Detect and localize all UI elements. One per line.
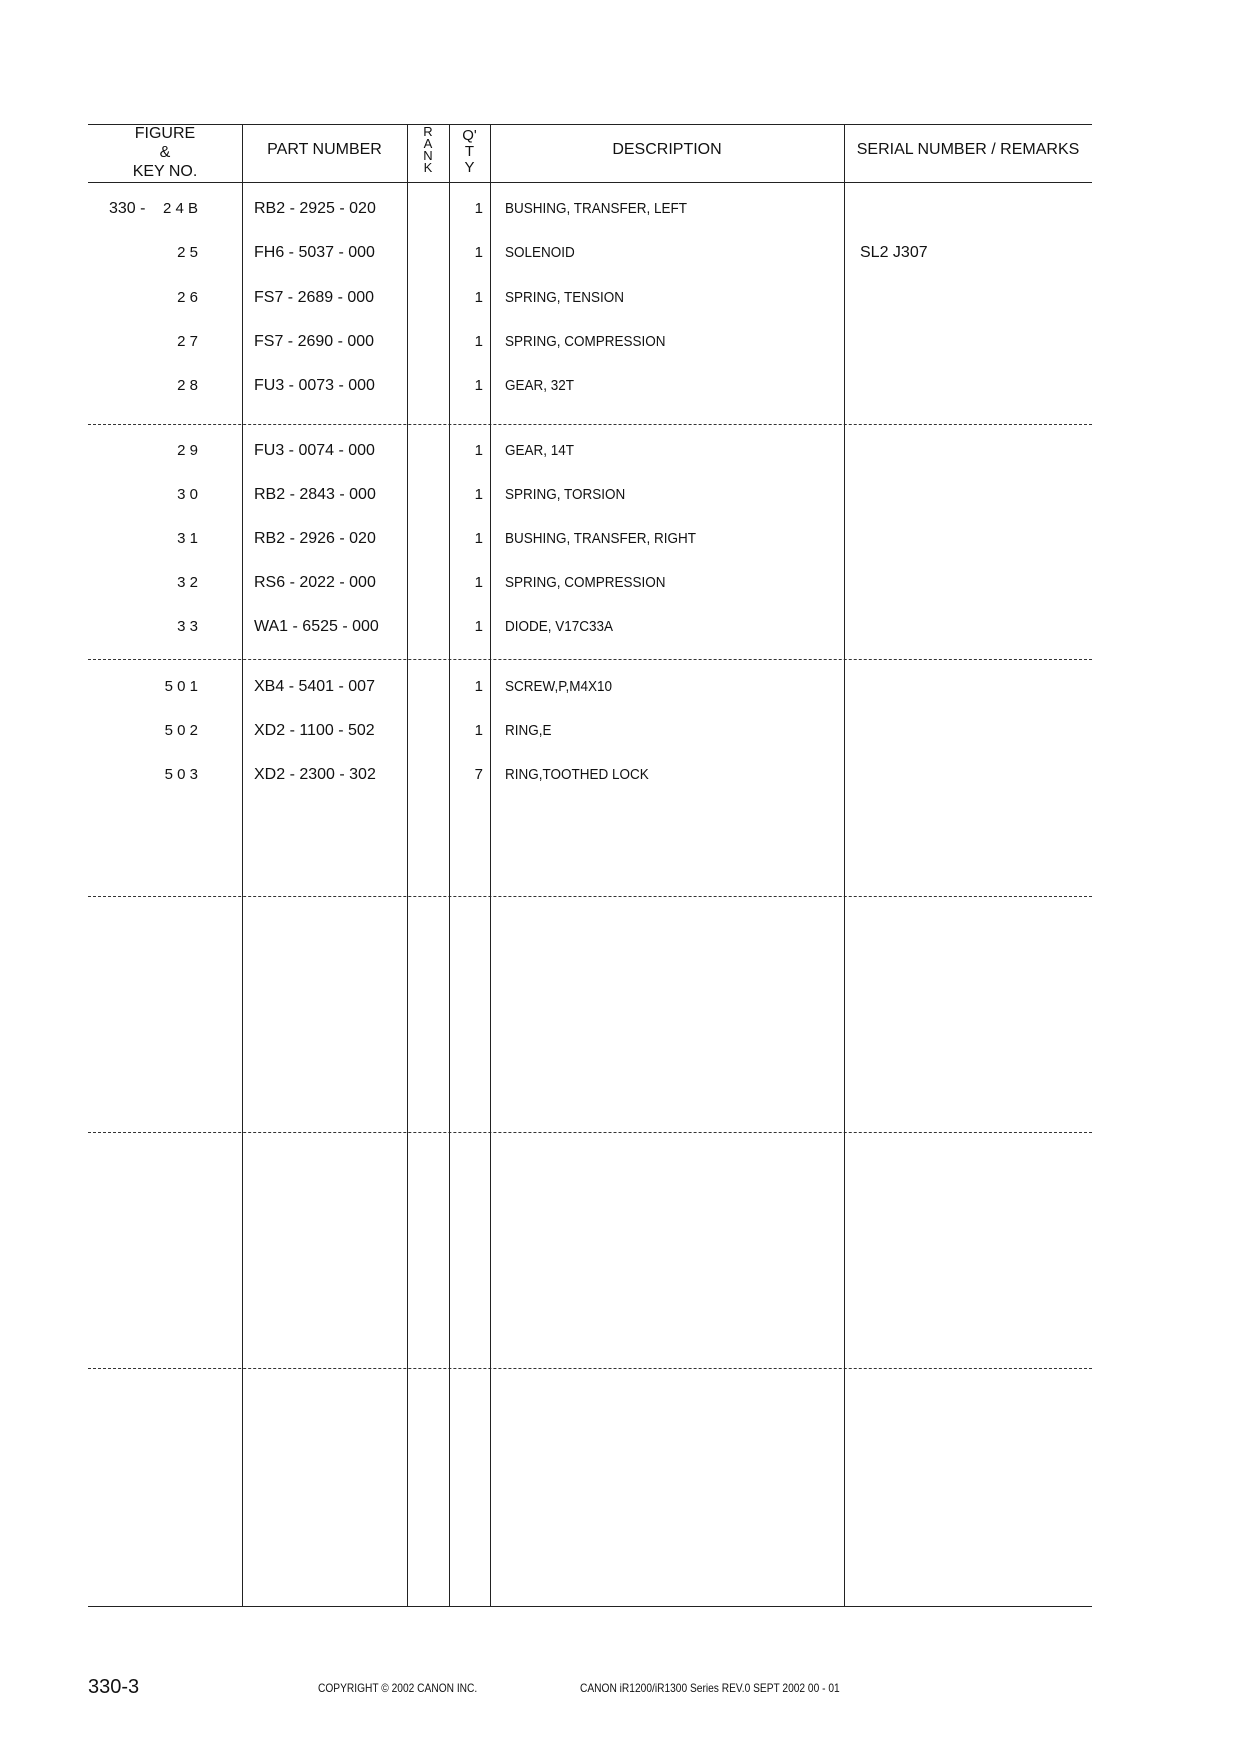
page-number: 330-3	[88, 1676, 140, 1698]
quantity: 1	[474, 244, 483, 261]
key-number: 2 6	[177, 289, 198, 306]
column-divider	[407, 124, 408, 1607]
quantity: 1	[474, 678, 483, 695]
header-part-number: PART NUMBER	[267, 141, 382, 158]
description: SPRING, TORSION	[505, 486, 626, 503]
quantity: 1	[474, 530, 483, 547]
quantity: 1	[474, 618, 483, 635]
key-number: 2 4 B	[162, 200, 198, 217]
group-separator	[88, 896, 1092, 897]
description: BUSHING, TRANSFER, RIGHT	[505, 530, 697, 547]
header-figure-line2: &	[159, 144, 171, 161]
header-qty-letter: Q'	[462, 127, 477, 144]
description: DIODE, V17C33A	[505, 618, 614, 635]
header-qty-letter: Y	[464, 159, 475, 176]
key-number: 3 3	[177, 618, 198, 635]
part-number: RB2 - 2925 - 020	[254, 200, 376, 217]
part-number: XD2 - 1100 - 502	[254, 722, 375, 739]
header-rank	[407, 126, 449, 174]
header-qty	[449, 128, 490, 176]
remarks: SL2 J307	[860, 244, 928, 261]
figure-number: 330 -	[109, 200, 146, 217]
quantity: 1	[474, 333, 483, 350]
key-number: 5 0 3	[164, 766, 198, 783]
part-number: RS6 - 2022 - 000	[254, 574, 376, 591]
header-rank-letter: A	[423, 136, 433, 151]
copyright-notice: COPYRIGHT © 2002 CANON INC.	[318, 1681, 478, 1695]
key-number: 3 1	[177, 530, 198, 547]
part-number: XB4 - 5401 - 007	[254, 678, 375, 695]
quantity: 1	[474, 486, 483, 503]
part-number: XD2 - 2300 - 302	[254, 766, 376, 783]
column-divider	[490, 124, 491, 1607]
quantity: 1	[474, 574, 483, 591]
key-number: 2 8	[177, 377, 198, 394]
part-number: FU3 - 0074 - 000	[254, 442, 375, 459]
key-number: 2 5	[177, 244, 198, 261]
product-info: CANON iR1200/iR1300 Series REV.0 SEPT 2002 00 - 01	[580, 1681, 840, 1695]
header-rank-letter: K	[423, 160, 433, 175]
column-divider	[242, 124, 243, 1607]
key-number: 3 2	[177, 574, 198, 591]
quantity: 1	[474, 289, 483, 306]
column-divider	[844, 124, 845, 1607]
header-figure-key	[88, 124, 242, 182]
key-number: 2 9	[177, 442, 198, 459]
part-number: RB2 - 2843 - 000	[254, 486, 376, 503]
key-number: 2 7	[177, 333, 198, 350]
header-figure-line1: FIGURE	[134, 125, 196, 142]
description: BUSHING, TRANSFER, LEFT	[505, 200, 688, 217]
header-description: DESCRIPTION	[612, 141, 722, 158]
quantity: 1	[474, 377, 483, 394]
group-separator	[88, 1368, 1092, 1369]
key-number: 5 0 2	[164, 722, 198, 739]
header-bottom-border	[88, 182, 1092, 183]
key-number: 3 0	[177, 486, 198, 503]
header-rank-letter: N	[423, 148, 433, 163]
part-number: FS7 - 2690 - 000	[254, 333, 375, 350]
description: SPRING, COMPRESSION	[505, 333, 666, 350]
description: RING,E	[505, 722, 552, 739]
quantity: 1	[474, 442, 483, 459]
group-separator	[88, 659, 1092, 660]
table-bottom-border	[88, 1606, 1092, 1607]
header-remarks: SERIAL NUMBER / REMARKS	[856, 141, 1080, 158]
header-rank-letter: R	[423, 124, 433, 139]
description: GEAR, 14T	[505, 442, 575, 459]
description: SPRING, TENSION	[505, 289, 625, 306]
part-number: RB2 - 2926 - 020	[254, 530, 376, 547]
quantity: 1	[474, 722, 483, 739]
part-number: FS7 - 2689 - 000	[254, 289, 375, 306]
group-separator	[88, 1132, 1092, 1133]
part-number: WA1 - 6525 - 000	[254, 618, 379, 635]
quantity: 1	[474, 200, 483, 217]
key-number: 5 0 1	[164, 678, 198, 695]
quantity: 7	[474, 766, 483, 783]
description: SOLENOID	[505, 244, 575, 261]
part-number: FH6 - 5037 - 000	[254, 244, 375, 261]
description: GEAR, 32T	[505, 377, 575, 394]
description: RING,TOOTHED LOCK	[505, 766, 649, 783]
header-qty-letter: T	[464, 143, 475, 160]
description: SPRING, COMPRESSION	[505, 574, 666, 591]
description: SCREW,P,M4X10	[505, 678, 613, 695]
part-number: FU3 - 0073 - 000	[254, 377, 375, 394]
group-separator	[88, 424, 1092, 425]
header-figure-line3: KEY NO.	[132, 163, 198, 180]
